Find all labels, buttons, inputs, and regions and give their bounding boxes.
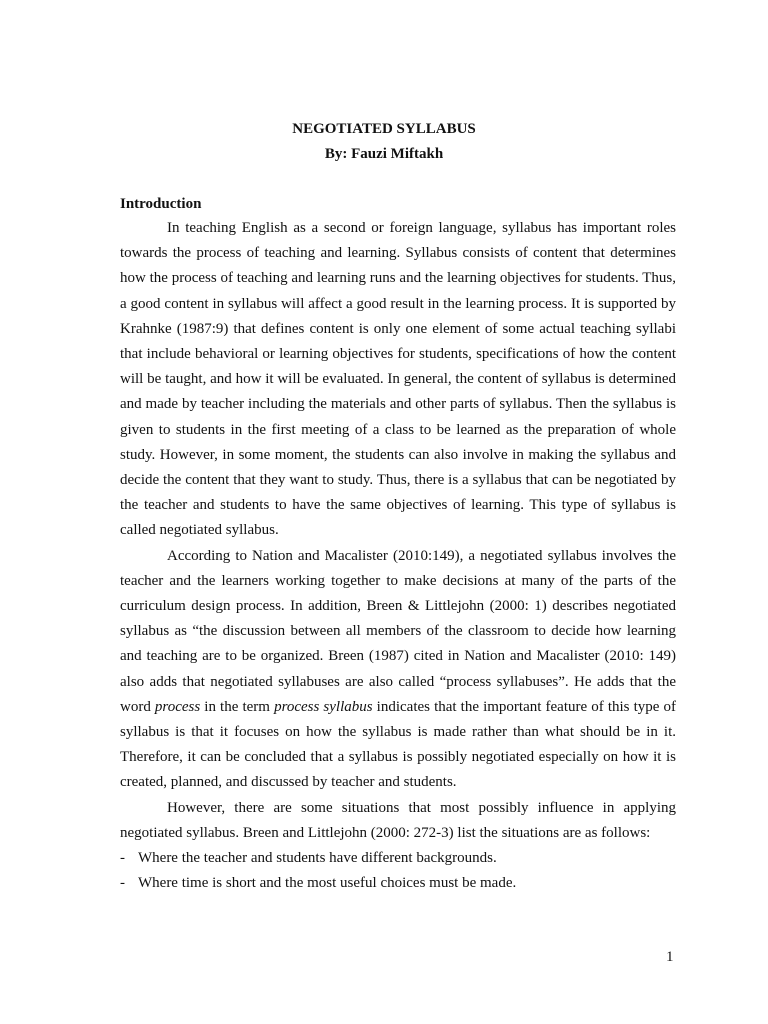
section-heading-introduction: Introduction: [120, 196, 202, 212]
list-item-text: Where the teacher and students have different backgrounds.: [138, 850, 497, 867]
list-marker: -: [120, 850, 125, 867]
paragraph-1: In teaching English as a second or foreign language, syllabus has important roles towards the process of teaching and learning. Syllabus consists of content that determines how the process of teaching and learning runs and the learning objectives for students. Thus, a good content in syllabus will affect a good result in the learning process. It is supported by Krahnke (1987:9) that defines content is only one element of some actual teaching syllabi that include behavioral or learning objectives for students, specifications of how the content will be taught, and how it will be evaluated. In general, the content of syllabus is determined and made by teacher including the materials and other parts of syllabus. Then the syllabus is given to students in the first meeting of a class to be learned as the preparation of whole study. However, in some moment, the students can also involve in making the syllabus and decide the content that they want to study. Thus, there is a syllabus that can be negotiated by the teacher and students to have the same objectives of learning. This type of syllabus is called negotiated syllabus.: [120, 220, 676, 539]
list-item: [120, 871, 676, 896]
list-item: [120, 846, 676, 871]
list-item-text: Where time is short and the most useful choices must be made.: [138, 875, 517, 892]
paragraph-2-part-c: indicates that the important feature of this type of syllabus is that it focuses on how the syllabus is made rather than what should be in it. Therefore, it can be concluded that a syllabus is possibly negotiated especially on how it is created, planned, and discussed by teacher and students.: [120, 698, 676, 791]
paragraph-2-part-b: in the term: [200, 698, 275, 715]
paragraph-2-part-a: According to Nation and Macalister (2010:149), a negotiated syllabus involves the teacher and the learners working together to make decisions at many of the parts of the curriculum design process. In addition, Breen & Littlejohn (2000: 1) describes negotiated syllabus as “the discussion between all members of the classroom to decide how learning and teaching are to be organized. Breen (1987) cited in Nation and Macalister (2010: 149) also adds that negotiated syllabuses are also called “process syllabuses”. He adds that the word: [120, 547, 676, 715]
situations-list: [120, 846, 676, 896]
document-title: NEGOTIATED SYLLABUS: [292, 121, 476, 137]
body-text: [120, 216, 676, 896]
document-author: By: Fauzi Miftakh: [324, 146, 444, 162]
paragraph-2-emphasis-process: process: [154, 698, 201, 715]
paragraph-2: [120, 544, 676, 796]
page-number: 1: [666, 949, 674, 965]
paragraph-2-emphasis-process-syllabus: process syllabus: [274, 698, 373, 715]
paragraph-3: However, there are some situations that most possibly influence in applying negotiated syllabus. Breen and Littlejohn (2000: 272-3) list the situations are as follows:: [120, 799, 676, 841]
list-marker: -: [120, 875, 125, 892]
